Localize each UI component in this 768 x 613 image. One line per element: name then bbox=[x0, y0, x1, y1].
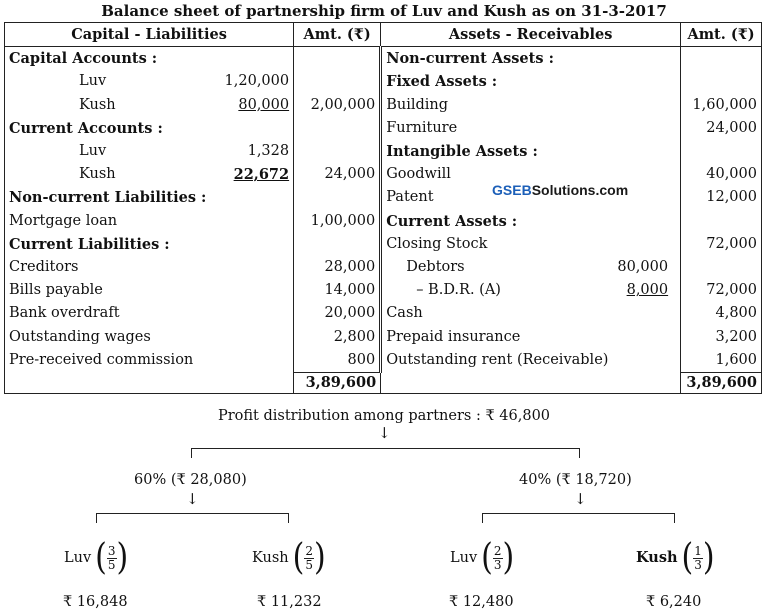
table-row bbox=[5, 140, 762, 163]
asset-label: Outstanding rent (Receivable) bbox=[386, 351, 609, 368]
balance-sheet-table bbox=[4, 22, 762, 394]
down-arrow-icon: ↓ bbox=[186, 490, 199, 508]
right-share-label: 40% (₹ 18,720) bbox=[519, 472, 632, 488]
asset-amount: 1,60,000 bbox=[681, 94, 762, 117]
liability-label: Luv bbox=[79, 73, 107, 90]
branch-line bbox=[288, 513, 289, 523]
liability-subvalue: 22,672 bbox=[233, 166, 290, 184]
liability-heading: Capital Accounts : bbox=[5, 47, 294, 71]
liability-subvalue: 1,20,000 bbox=[224, 73, 290, 90]
amount-kush-right: ₹ 6,240 bbox=[646, 594, 702, 610]
left-share-label: 60% (₹ 28,080) bbox=[134, 472, 247, 488]
table-row bbox=[5, 325, 762, 348]
table-row bbox=[5, 94, 762, 117]
liability-amount: 14,000 bbox=[294, 279, 381, 302]
liability-subvalue: 1,328 bbox=[247, 143, 290, 160]
asset-label: Building bbox=[386, 96, 449, 113]
asset-total: 3,89,600 bbox=[681, 372, 762, 393]
liability-label: Bills payable bbox=[5, 279, 294, 302]
liability-label: Luv bbox=[79, 143, 107, 160]
liability-label: Bank overdraft bbox=[5, 302, 294, 325]
asset-label: – B.D.R. (A) bbox=[416, 282, 501, 299]
down-arrow-icon: ↓ bbox=[574, 490, 587, 508]
header-amount-left: Amt. (₹) bbox=[294, 23, 381, 47]
partner-kush-left: Kush ( 2 5 ) bbox=[252, 536, 326, 579]
table-row bbox=[5, 233, 762, 256]
asset-label: Debtors bbox=[406, 258, 465, 275]
asset-label: Prepaid insurance bbox=[386, 328, 521, 345]
asset-label: Closing Stock bbox=[386, 235, 488, 252]
asset-amount: 1,600 bbox=[681, 349, 762, 373]
liability-amount: 2,00,000 bbox=[294, 94, 381, 117]
asset-label: Cash bbox=[386, 305, 423, 322]
branch-line bbox=[579, 448, 580, 458]
amount-luv-left: ₹ 16,848 bbox=[63, 594, 128, 610]
watermark: GSEBSolutions.com bbox=[492, 182, 629, 198]
table-row bbox=[5, 256, 762, 279]
down-arrow-icon: ↓ bbox=[378, 424, 391, 442]
asset-amount: 24,000 bbox=[681, 117, 762, 140]
liability-heading: Current Liabilities : bbox=[5, 233, 294, 256]
asset-heading: Intangible Assets : bbox=[386, 143, 538, 161]
partner-kush-right: Kush ( 1 3 ) bbox=[636, 536, 715, 579]
balance-sheet-title: Balance sheet of partnership firm of Luv and Kush as on 31-3-2017 bbox=[101, 2, 667, 20]
table-row bbox=[5, 117, 762, 140]
liability-label: Kush bbox=[79, 96, 116, 113]
liability-label: Outstanding wages bbox=[5, 325, 294, 348]
asset-heading: Fixed Assets : bbox=[386, 73, 498, 91]
liability-amount: 28,000 bbox=[294, 256, 381, 279]
asset-heading: Current Assets : bbox=[386, 212, 518, 230]
liability-amount: 2,800 bbox=[294, 325, 381, 348]
header-assets: Assets - Receivables bbox=[381, 23, 681, 47]
partner-luv-left: Luv ( 3 5 ) bbox=[64, 536, 129, 579]
branch-line bbox=[191, 448, 579, 449]
branch-line bbox=[482, 513, 674, 514]
liability-heading: Non-current Liabilities : bbox=[5, 186, 294, 209]
liability-label: Mortgage loan bbox=[5, 210, 294, 233]
amount-kush-left: ₹ 11,232 bbox=[257, 594, 322, 610]
header-row bbox=[5, 23, 762, 47]
branch-line bbox=[674, 513, 675, 523]
asset-amount: 12,000 bbox=[681, 186, 762, 209]
liability-label: Kush bbox=[79, 166, 116, 183]
table-row bbox=[5, 186, 762, 209]
header-liabilities: Capital - Liabilities bbox=[5, 23, 294, 47]
amount-luv-right: ₹ 12,480 bbox=[449, 594, 514, 610]
partner-luv-right: Luv ( 2 3 ) bbox=[450, 536, 515, 579]
table-row bbox=[5, 302, 762, 325]
asset-amount: 72,000 bbox=[681, 233, 762, 256]
branch-line bbox=[96, 513, 97, 523]
liability-amount: 20,000 bbox=[294, 302, 381, 325]
asset-heading: Non-current Assets : bbox=[386, 50, 554, 68]
total-row bbox=[5, 372, 762, 393]
liability-label: Pre-received commission bbox=[5, 349, 294, 373]
liability-subvalue: 80,000 bbox=[238, 96, 290, 113]
table-row bbox=[5, 163, 762, 186]
table-row bbox=[5, 279, 762, 302]
header-amount-right: Amt. (₹) bbox=[681, 23, 762, 47]
table-row bbox=[5, 47, 762, 71]
table-row bbox=[5, 70, 762, 93]
asset-subvalue: 80,000 bbox=[617, 258, 669, 275]
liability-amount: 800 bbox=[294, 349, 381, 373]
asset-amount: 3,200 bbox=[681, 325, 762, 348]
asset-label: Goodwill bbox=[386, 166, 451, 183]
branch-line bbox=[96, 513, 288, 514]
liability-heading: Current Accounts : bbox=[5, 117, 294, 140]
asset-label: Furniture bbox=[386, 119, 458, 136]
asset-amount: 72,000 bbox=[681, 279, 762, 302]
asset-amount: 4,800 bbox=[681, 302, 762, 325]
liability-total: 3,89,600 bbox=[294, 372, 381, 393]
branch-line bbox=[191, 448, 192, 458]
asset-amount: 40,000 bbox=[681, 163, 762, 186]
liability-amount: 24,000 bbox=[294, 163, 381, 186]
branch-line bbox=[482, 513, 483, 523]
asset-subvalue: 8,000 bbox=[626, 282, 669, 299]
asset-label: Patent bbox=[386, 189, 434, 206]
table-row bbox=[5, 210, 762, 233]
liability-label: Creditors bbox=[5, 256, 294, 279]
liability-amount: 1,00,000 bbox=[294, 210, 381, 233]
profit-distribution-heading: Profit distribution among partners : ₹ 46,800 bbox=[217, 408, 551, 424]
table-row bbox=[5, 349, 762, 373]
